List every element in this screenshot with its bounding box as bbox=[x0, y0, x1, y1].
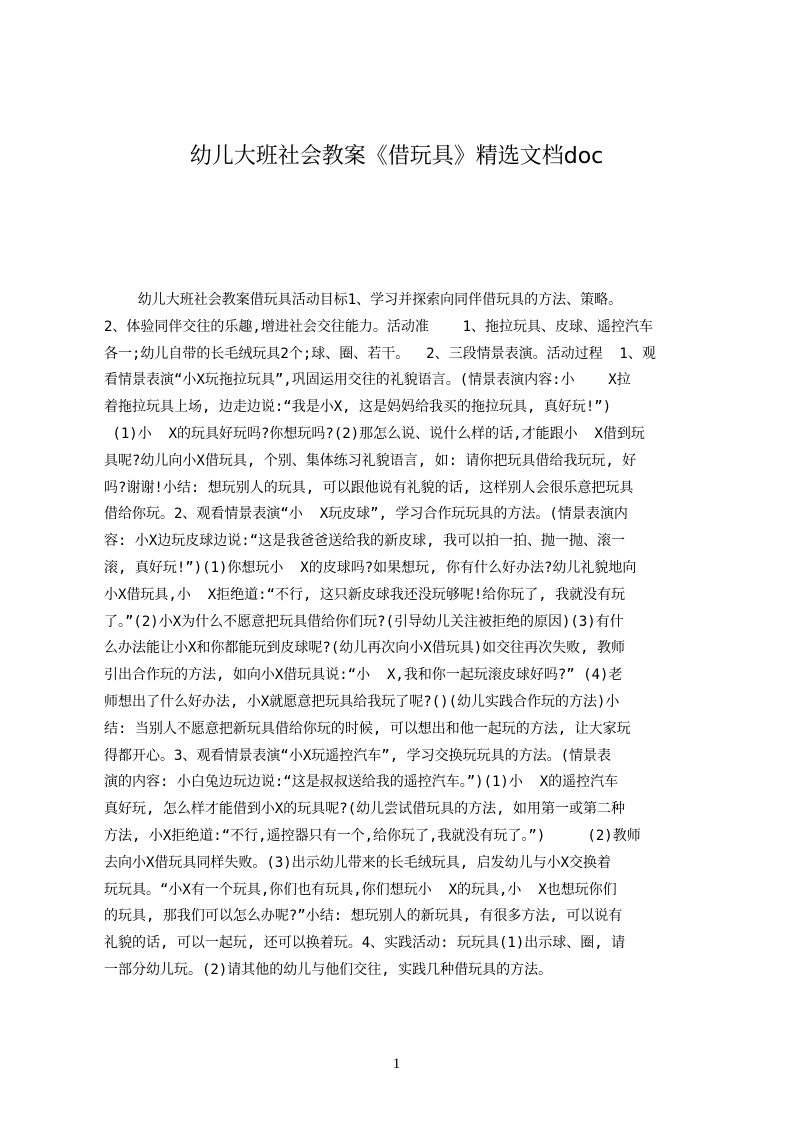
body-line-20: 真好玩, 怎么样才能借到小X的玩具呢?(幼儿尝试借玩具的方法, 如用第一或第二种 bbox=[104, 801, 625, 818]
body-line-1: 幼儿大班社会教案借玩具活动目标1、学习并探索向同伴借玩具的方法、策略。 bbox=[104, 292, 623, 308]
body-line-15: 引出合作玩的方法, 如向小X借玩具说:“小 X,我和你一起玩滚皮球好吗?” (4)老 bbox=[104, 667, 623, 684]
page-number: 1 bbox=[392, 1056, 401, 1072]
body-line-26: 一部分幼儿玩。(2)请其他的幼儿与他们交往, 实践几种借玩具的方法。 bbox=[104, 961, 553, 978]
body-line-16: 师想出了什么好办法, 小X就愿意把玩具给我玩了呢?()(幼儿实践合作玩的方法)小 bbox=[104, 693, 620, 710]
body-line-5: 着拖拉玩具上场, 边走边说:“我是小X, 这是妈妈给我买的拖拉玩具, 真好玩!”) bbox=[104, 399, 612, 416]
body-line-18: 得都开心。3、观看情景表演“小X玩遥控汽车”, 学习交换玩玩具的方法。(情景表 bbox=[104, 747, 611, 764]
body-line-24: 的玩具, 那我们可以怎么办呢?”小结: 想玩别人的新玩具, 有很多方法, 可以说有 bbox=[104, 908, 623, 925]
body-line-8: 吗?谢谢!小结: 想玩别人的玩具, 可以跟他说有礼貌的话, 这样别人会很乐意把玩具 bbox=[104, 479, 634, 496]
body-line-10: 容: 小X边玩皮球边说:“这是我爸爸送给我的新皮球, 我可以拍一拍、抛一抛、滚一 bbox=[104, 533, 625, 550]
body-line-13: 了。”(2)小X为什么不愿意把玩具借给你们玩?(引导幼儿关注被拒绝的原因)(3)有什 bbox=[104, 613, 624, 630]
body-line-6: (1)小 X的玩具好玩吗?你想玩吗?(2)那怎么说、说什么样的话,才能跟小 X借到玩 bbox=[104, 425, 645, 442]
body-line-4: 看情景表演“小X玩拖拉玩具”,巩固运用交往的礼貌语言。(情景表演内容:小 X拉 bbox=[104, 372, 631, 389]
body-line-23: 玩玩具。“小X有一个玩具,你们也有玩具,你们想玩小 X的玩具,小 X也想玩你们 bbox=[104, 881, 617, 898]
body-line-17: 结: 当别人不愿意把新玩具借给你玩的时候, 可以想出和他一起玩的方法, 让大家玩 bbox=[104, 720, 631, 737]
body-line-14: 么办法能让小X和你都能玩到皮球呢?(幼儿再次向小X借玩具)如交往再次失败, 教师 bbox=[104, 640, 625, 657]
body-line-22: 去向小X借玩具同样失败。(3)出示幼儿带来的长毛绒玩具, 启发幼儿与小X交换着 bbox=[104, 854, 611, 871]
body-line-3: 各一;幼儿自带的长毛绒玩具2个;球、圈、若干。 2、三段情景表演。活动过程 1、观 bbox=[104, 345, 656, 362]
body-line-21: 方法, 小X拒绝道:“不行,遥控器只有一个,给你玩了,我就没有玩了。”) (2)教师 bbox=[104, 827, 641, 844]
document-body bbox=[104, 287, 697, 984]
document-title: 幼儿大班社会教案《借玩具》精选文档doc bbox=[189, 144, 604, 169]
body-line-9: 借给你玩。2、观看情景表演“小 X玩皮球”, 学习合作玩玩具的方法。(情景表演内 bbox=[104, 506, 628, 523]
body-line-12: 小X借玩具,小 X拒绝道:“不行, 这只新皮球我还没玩够呢!给你玩了, 我就没有玩 bbox=[104, 586, 626, 603]
body-line-25: 礼貌的话, 可以一起玩, 还可以换着玩。4、实践活动: 玩玩具(1)出示球、圈, 请 bbox=[104, 935, 626, 952]
body-line-7: 具呢?幼儿向小X借玩具, 个别、集体练习礼貌语言, 如: 请你把玩具借给我玩玩, 好 bbox=[104, 452, 637, 469]
body-line-19: 演的内容: 小白兔边玩边说:“这是叔叔送给我的遥控汽车。”)(1)小 X的遥控汽车 bbox=[104, 774, 619, 791]
body-line-11: 滚, 真好玩!”)(1)你想玩小 X的皮球吗?如果想玩, 你有什么好办法?幼儿礼貌地向 bbox=[104, 559, 637, 576]
body-line-2: 2、体验同伴交往的乐趣,增进社会交往能力。活动准 1、拖拉玩具、皮球、遥控汽车 bbox=[104, 318, 653, 335]
